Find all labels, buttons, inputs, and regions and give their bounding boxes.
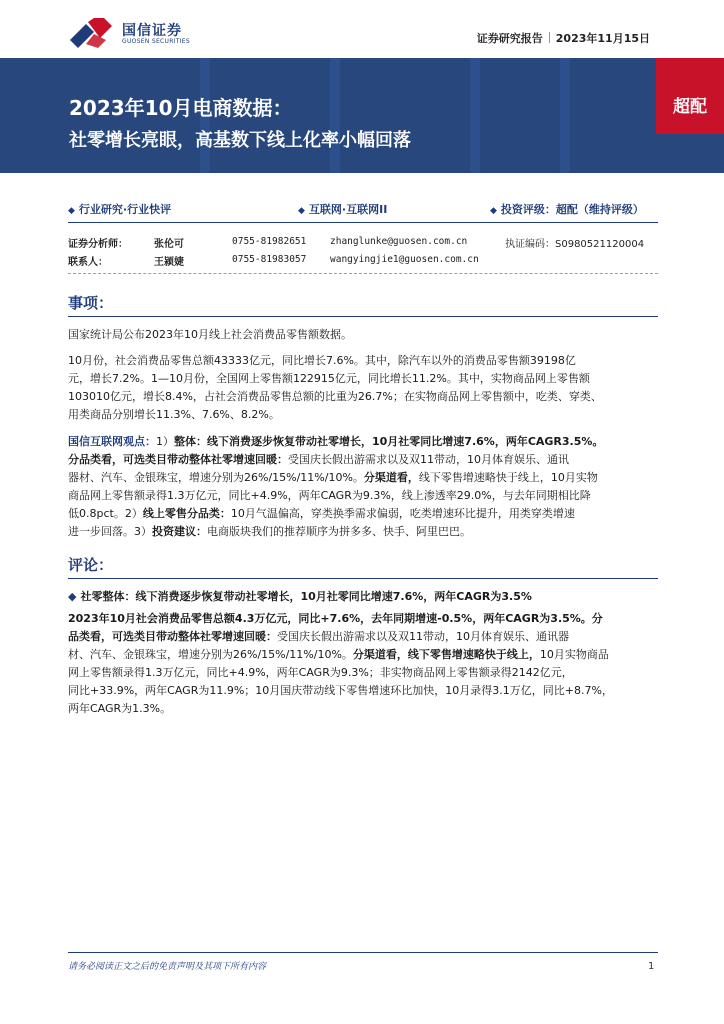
section-title-comments: 评论： [68, 556, 114, 574]
report-date: 2023年11月15日 [555, 32, 650, 45]
logo-cn-text: 国信证券 [122, 23, 182, 39]
meta-industry [298, 201, 387, 217]
text-run: 器材、汽车、金银珠宝，增速分别为26%/15%/11%/10%。 [68, 471, 364, 484]
text-run: 线下零售增速略快于线上，10月实物 [418, 471, 598, 484]
comment-detail [68, 610, 658, 718]
paragraph-line [68, 451, 658, 469]
contact-email[interactable]: wangyingjie1@guosen.com.cn [330, 254, 479, 265]
footer-disclaimer: 请务必阅读正文之后的免责声明及其项下所有内容 [68, 962, 267, 972]
meta-rating [490, 201, 644, 217]
text-run: 进一步回落。3） [68, 525, 152, 538]
events-detail [68, 352, 658, 424]
text-run: 分品类看，可选类目带动整体社零增速回暖： [68, 453, 288, 466]
paragraph-line: 网上零售额录得1.3万亿元，同比+4.9%，两年CAGR为9.3%；非实物商品网上零售额录得2142亿元， [68, 666, 573, 679]
text-run: 投资建议： [152, 525, 207, 538]
paragraph-line [68, 628, 658, 646]
contact-name: 王颍婕 [154, 257, 184, 268]
text-run: 受国庆长假出游需求以及双11带动，10月体育娱乐、通讯 [288, 453, 569, 466]
text-run: 10月气温偏高，穿类换季需求偏弱，吃类增速环比提升，用类穿类增速 [230, 507, 575, 520]
analyst-phone: 0755-81982651 [232, 236, 307, 247]
report-type: 证券研究报告 [476, 32, 543, 45]
title-banner [0, 58, 724, 173]
page-header [0, 0, 724, 58]
text-run: 低0.8pct。2） [68, 507, 143, 520]
company-logo [68, 18, 192, 48]
report-title-line2: 社零增长亮眼，高基数下线上化率小幅回落 [69, 130, 411, 151]
diamond-icon: ◆ [490, 206, 497, 216]
logo-en-text: GUOSEN SECURITIES [122, 38, 191, 45]
text-run: 整体：线下消费逐步恢复带动社零增长，10月社零同比增速7.6%，两年CAGR3.5%。 [174, 435, 604, 448]
report-title-line1: 2023年10月电商数据： [69, 96, 293, 120]
paragraph-line: 同比+33.9%，两年CAGR为11.9%；10月国庆带动线下零售增速环比加快，10月录得3.1万亿，同比+8.7%， [68, 684, 613, 697]
paragraph-line [68, 523, 658, 541]
banner-stripe [330, 58, 340, 173]
bullet-text: 社零整体：线下消费逐步恢复带动社零增长，10月社零同比增速7.6%，两年CAGR为3.5% [80, 590, 532, 603]
paragraph-line: 10月份，社会消费品零售总额43333亿元，同比增长7.6%。其中，除汽车以外的消费品零售额39198亿 [68, 354, 576, 367]
rating-badge: 超配 [656, 58, 724, 134]
comment-bullet [68, 588, 532, 604]
analyst-view [68, 433, 658, 541]
analyst-email[interactable]: zhanglunke@guosen.com.cn [330, 236, 468, 247]
text-run: 受国庆长假出游需求以及双11带动，10月体育娱乐、通讯器 [277, 630, 569, 643]
text-run: 10月实物商品 [539, 648, 609, 661]
paragraph-line [68, 469, 658, 487]
analyst-role: 证券分析师： [68, 239, 128, 250]
meta-industry-text: 互联网·互联网II [308, 203, 388, 216]
text-run: 分渠道看，线下零售增速略快于线上， [352, 648, 540, 661]
meta-category [68, 201, 171, 217]
text-run: 电商版块我们的推荐顺序为拼多多、快手、阿里巴巴。 [207, 525, 471, 538]
paragraph-line: 2023年10月社会消费品零售总额4.3万亿元，同比+7.6%，去年同期增速-0.5%，两年CAGR为3.5%。分 [68, 612, 603, 625]
meta-category-text: 行业研究·行业快评 [78, 203, 172, 216]
report-info [477, 30, 650, 46]
paragraph-line: 元，增长7.2%。1—10月份，全国网上零售额122915亿元，同比增长11.2%。其中，实物商品网上零售额 [68, 372, 590, 385]
header-divider [549, 32, 550, 43]
paragraph-line: 商品网上零售额录得1.3万亿元，同比+4.9%，两年CAGR为9.3%，线上渗透率29.0%，与去年同期相比降 [68, 489, 591, 502]
events-intro [68, 326, 658, 344]
paragraph-line: 国家统计局公布2023年10月线上社会消费品零售额数据。 [68, 328, 352, 341]
meta-rating-text: 投资评级：超配（维持评级） [500, 203, 644, 216]
text-run: 分渠道看， [363, 471, 419, 484]
text-run: 1） [156, 435, 174, 448]
paragraph-line: 103010亿元，增长8.4%，占社会消费品零售总额的比重为26.7%；在实物商品网上零售额中，吃类、穿类、 [68, 390, 602, 403]
contact-role: 联系人： [68, 257, 108, 268]
page-number: 1 [648, 961, 655, 972]
paragraph-line: 用类商品分别增长11.3%、7.6%、8.2%。 [68, 408, 280, 421]
diamond-icon: ◆ [68, 590, 77, 603]
text-run: 线上零售分品类： [142, 507, 231, 520]
view-label: 国信互联网观点： [68, 435, 156, 448]
contact-phone: 0755-81983057 [232, 254, 307, 265]
section-title-events: 事项： [68, 294, 114, 312]
text-run: 材、汽车、金银珠宝，增速分别为26%/15%/11%/10%。 [68, 648, 353, 661]
footer-divider [68, 952, 658, 953]
banner-stripe [560, 58, 570, 173]
section-underline [68, 578, 658, 579]
meta-divider [68, 222, 658, 223]
section-underline [68, 316, 658, 317]
paragraph-line [68, 433, 658, 451]
diamond-icon: ◆ [298, 206, 305, 216]
analyst-cert: 执证编码：S0980521120004 [505, 239, 645, 250]
analyst-divider [68, 273, 658, 274]
banner-stripe [470, 58, 480, 173]
diamond-icon: ◆ [68, 206, 75, 216]
paragraph-line [68, 505, 658, 523]
guosen-logo-icon [68, 18, 114, 48]
paragraph-line [68, 646, 658, 664]
paragraph-line: 两年CAGR为1.3%。 [68, 702, 172, 715]
analyst-name: 张伦可 [154, 239, 184, 250]
text-run: 品类看，可选类目带动整体社零增速回暖： [68, 630, 277, 643]
